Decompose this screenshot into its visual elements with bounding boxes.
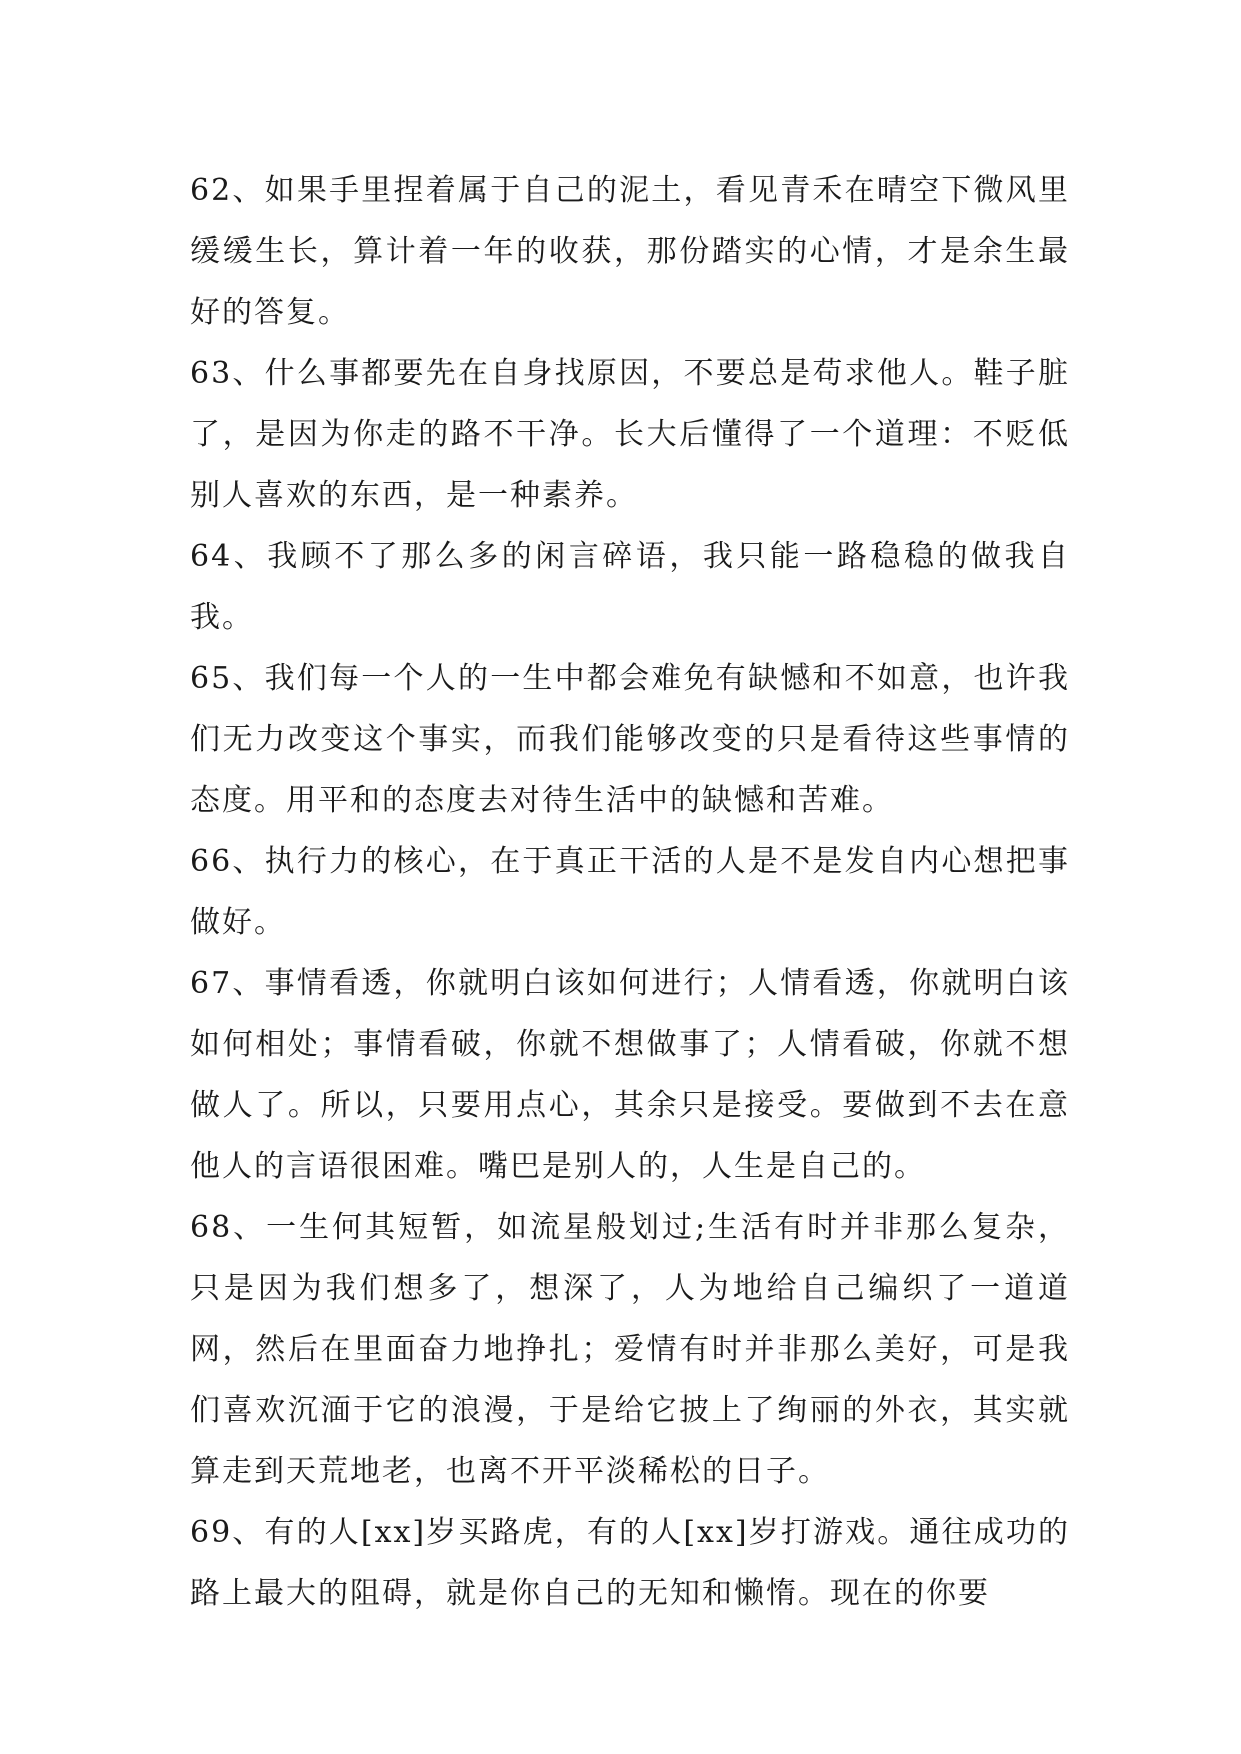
paragraph-62 [190,160,1070,343]
paragraph-number: 67、 [190,966,265,1001]
paragraph-64 [190,526,1070,648]
paragraph-text: 我们每一个人的一生中都会难免有缺憾和不如意，也许我们无力改变这个事实，而我们能够改变的只是看待这些事情的态度。用平和的态度去对待生活中的缺憾和苦难。 [190,661,1070,818]
paragraph-number: 62、 [190,173,265,208]
paragraph-text: 事情看透，你就明白该如何进行；人情看透，你就明白该如何相处；事情看破，你就不想做事了；人情看破，你就不想做人了。所以，只要用点心，其余只是接受。要做到不去在意他人的言语很困难。嘴巴是别人的，人生是自己的。 [190,966,1070,1184]
paragraph-text: 我顾不了那么多的闲言碎语，我只能一路稳稳的做我自我。 [190,539,1070,635]
paragraph-number: 65、 [190,661,265,696]
paragraph-number: 66、 [190,844,265,879]
paragraph-69 [190,1502,1070,1624]
paragraph-68 [190,1197,1070,1502]
paragraph-number: 68、 [190,1210,267,1245]
paragraph-67 [190,953,1070,1197]
paragraph-66 [190,831,1070,953]
paragraph-text: 如果手里捏着属于自己的泥土，看见青禾在晴空下微风里缓缓生长，算计着一年的收获，那份踏实的心情，才是余生最好的答复。 [190,173,1070,330]
paragraph-text: 有的人[xx]岁买路虎，有的人[xx]岁打游戏。通往成功的路上最大的阻碍，就是你自己的无知和懒惰。现在的你要 [190,1515,1070,1611]
paragraph-65 [190,648,1070,831]
paragraph-number: 64、 [190,539,268,574]
paragraph-text: 执行力的核心，在于真正干活的人是不是发自内心想把事做好。 [190,844,1070,940]
paragraph-63 [190,343,1070,526]
paragraph-number: 63、 [190,356,265,391]
paragraph-text: 一生何其短暂，如流星般划过;生活有时并非那么复杂，只是因为我们想多了，想深了，人为地给自己编织了一道道网，然后在里面奋力地挣扎；爱情有时并非那么美好，可是我们喜欢沉湎于它的浪漫，于是给它披上了绚丽的外衣，其实就算走到天荒地老，也离不开平淡稀松的日子。 [190,1210,1070,1489]
paragraph-number: 69、 [190,1515,265,1550]
paragraph-text: 什么事都要先在自身找原因，不要总是苟求他人。鞋子脏了，是因为你走的路不干净。长大后懂得了一个道理：不贬低别人喜欢的东西，是一种素养。 [190,356,1070,513]
document-body [190,160,1070,1624]
